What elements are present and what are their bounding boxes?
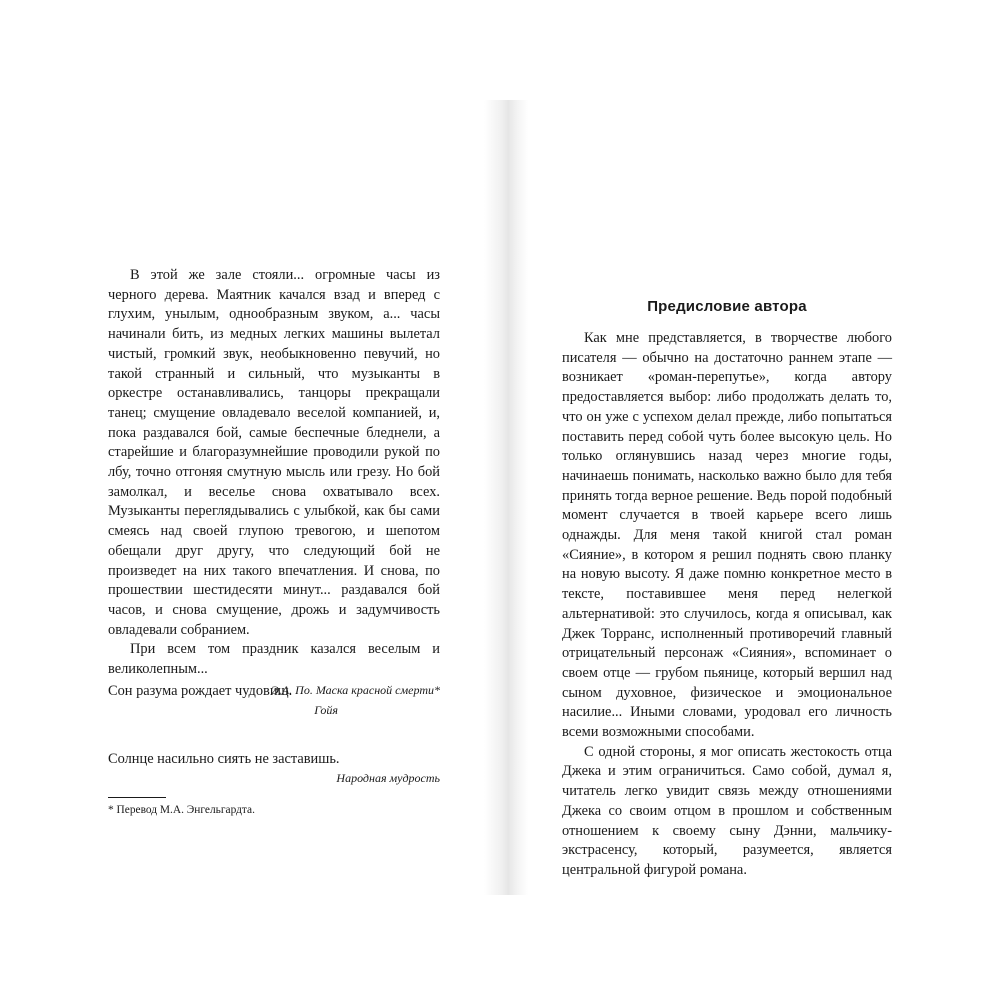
quote-attribution: Э.А. По. Маска красной смерти* — [270, 682, 440, 697]
epigraph-folk — [108, 750, 440, 786]
left-page — [108, 266, 440, 816]
chapter-heading: Предисловие автора — [647, 298, 807, 315]
epigraph-author: Народная мудрость — [336, 770, 440, 785]
body-paragraph: Как мне представляется, в творчестве любого писателя — обычно на достаточно раннем этапе — возникает «роман-перепутье», когда автору предоставляется выбор: либо продолжать делать то, что он уже с успехом делал прежде, либо попытаться поставить перед собой чуть более высокую цель. Но только оглянувшись назад через многие годы, начинаешь понимать, насколько важно было для тебя принять тогда верное решение. Ведь порой подобный момент случается в твоей карьере всего лишь однажды. Для меня такой книгой стал роман «Сияние», в котором я решил поднять свою планку на новую высоту. Я даже помню конкретное место в тексте, поставившее меня перед нелегкой альтернативой: это случилось, когда я описывал, как Джек Торранс, исполненный противоречий главный отрицательный персонаж «Сияния», вспоминает о своем отце — грубом пьянице, который вершил над сыном духовное, физическое и эмоциональное насилие... Иными словами, уродовал его личность всеми возможными способами. — [562, 330, 892, 741]
epigraph-quote-block — [108, 266, 440, 698]
epigraph-text: Солнце насильно сиять не заставишь. — [108, 751, 340, 767]
footnote-divider — [108, 797, 166, 798]
epigraph-author: Гойя — [314, 702, 338, 717]
book-gutter-shadow — [484, 100, 528, 895]
right-page — [562, 297, 892, 881]
epigraph-text: Сон разума рождает чудовищ. — [108, 683, 293, 699]
epigraph-goya — [108, 682, 440, 718]
quote-paragraph: При всем том праздник казался веселым и великолепным... — [108, 641, 440, 678]
footnote: * Перевод М.А. Энгельгардта. — [108, 804, 255, 816]
body-paragraph: С одной стороны, я мог описать жестокость отца Джека и этим ограничиться. Само собой, думал я, читатель легко увидит связь между отношениями Джека со своим отцом в прошлом и собственным отношением к своему сыну Дэнни, мальчику-экстрасенсу, который, разумеется, является центральной фигурой романа. — [562, 743, 892, 878]
quote-paragraph: В этой же зале стояли... огромные часы из черного дерева. Маятник качался взад и вперед с глухим, унылым, однообразным звуком, а... часы начинали бить, из медных легких машины вылетал чистый, громкий звук, необыкновенно певучий, но такой странный и сильный, что музыканты в оркестре останавливались, танцоры прекращали танец; смущение овладевало веселой компанией, и, пока раздавался бой, самые беспечные бледнели, а старейшие и благоразумнейшие проводили рукой по лбу, точно отгоняя смутную мысль или грезу. Но бой замолкал, и веселье снова охватывало всех. Музыканты переглядывались с улыбкой, как бы сами смеясь над своей глупою тревогою, и шепотом обещали друг другу, что следующий бой не произведет на них такого впечатления. И снова, по прошествии шестидесяти минут... раздавался бой часов, и снова смущение, дрожь и задумчивость овладевали собранием. — [108, 267, 440, 638]
